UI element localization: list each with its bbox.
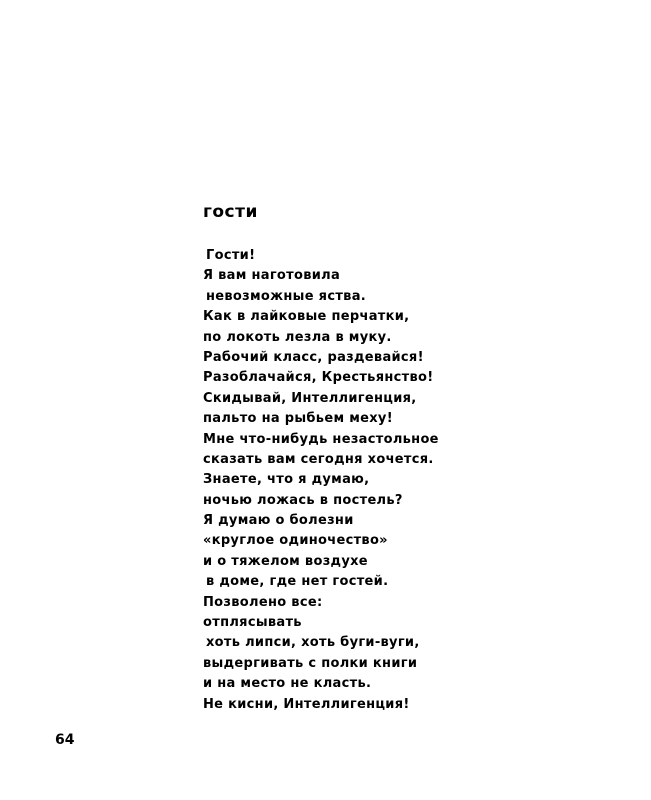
poem-line: Знаете, что я думаю, bbox=[203, 472, 370, 488]
page-number: 64 bbox=[55, 732, 75, 748]
poem-line: невозможные яства. bbox=[206, 288, 367, 304]
poem-line: выдергивать с полки книги bbox=[203, 655, 418, 671]
poem-line: Позволено все: bbox=[203, 594, 323, 610]
poem-line: «круглое одиночество» bbox=[203, 533, 388, 549]
poem-line: ночью ложась в постель? bbox=[203, 492, 403, 508]
poem-line: хоть липси, хоть буги-вуги, bbox=[206, 635, 420, 651]
poem-line: Скидывай, Интеллигенция, bbox=[203, 390, 417, 406]
poem-line: Разоблачайся, Крестьянство! bbox=[203, 370, 434, 386]
poem-line: в доме, где нет гостей. bbox=[206, 574, 389, 590]
poem-line: пальто на рыбьем меху! bbox=[203, 411, 393, 427]
poem-line: Как в лайковые перчатки, bbox=[203, 309, 410, 325]
poem-line: отплясывать bbox=[203, 615, 302, 631]
poem-line: Рабочий класс, раздевайся! bbox=[203, 349, 424, 365]
poem-line: по локоть лезла в муку. bbox=[203, 329, 392, 345]
poem-line: Я думаю о болезни bbox=[203, 513, 354, 529]
poem-line: Я вам наготовила bbox=[203, 268, 341, 284]
poem-line: и на место не класть. bbox=[203, 676, 372, 692]
poem-line: сказать вам сегодня хочется. bbox=[203, 451, 434, 467]
poem-title: гости bbox=[203, 202, 258, 222]
poem-line: Гости! bbox=[206, 248, 256, 263]
poem-line: и о тяжелом воздухе bbox=[203, 553, 368, 569]
poem-line: Мне что-нибудь незастольное bbox=[203, 431, 439, 447]
poem-body bbox=[203, 246, 439, 715]
poem-line: Не кисни, Интеллигенция! bbox=[203, 696, 410, 712]
